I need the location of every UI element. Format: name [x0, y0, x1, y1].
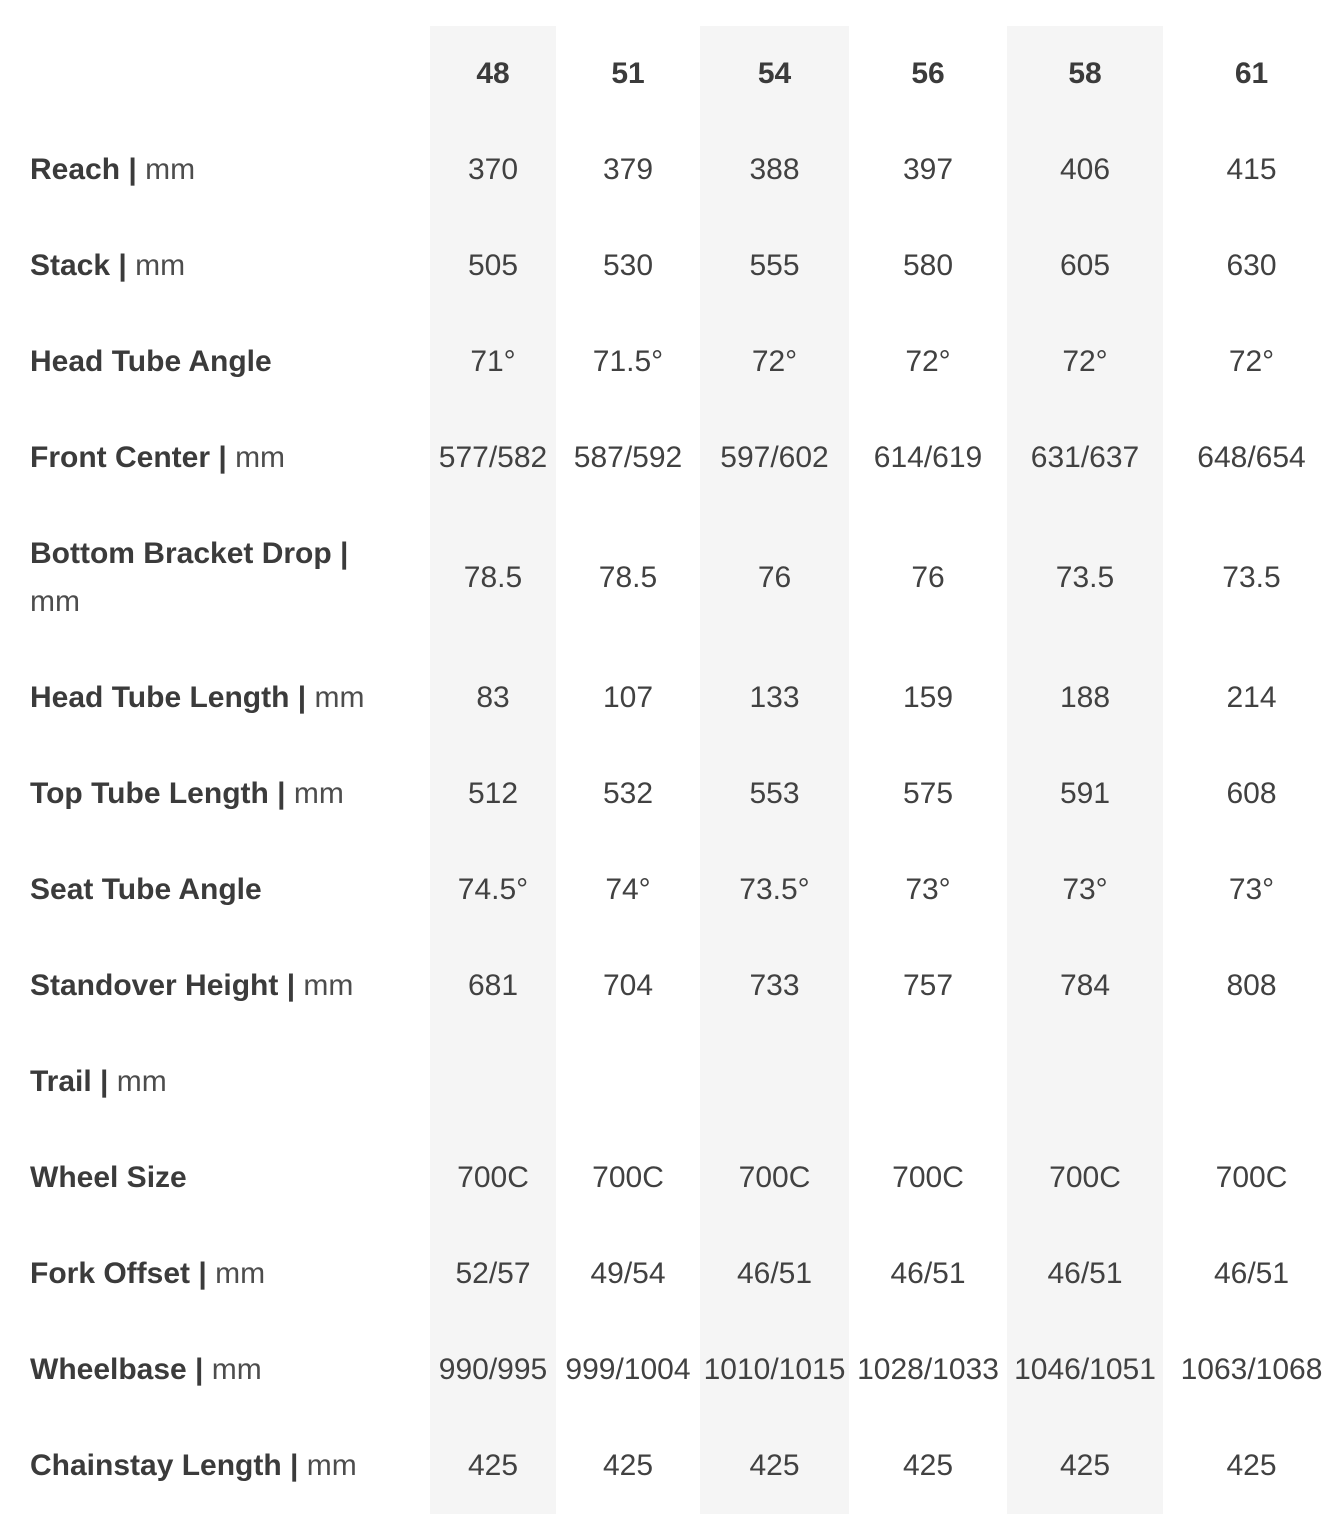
row-unit-text: mm [285, 777, 344, 810]
spec-value [700, 1034, 849, 1130]
size-column-header-56: 56 [911, 57, 945, 90]
spec-value: 704 [602, 969, 654, 1002]
spec-value: 73° [1228, 873, 1275, 906]
row-label-text: Wheel Size [30, 1161, 187, 1194]
spec-value: 76 [757, 561, 792, 594]
table-row [0, 938, 1340, 1034]
spec-value: 73° [905, 873, 951, 906]
spec-value: 630 [1226, 249, 1277, 282]
spec-value: 700C [1215, 1161, 1288, 1194]
spec-value: 425 [467, 1449, 519, 1482]
spec-value: 73° [1062, 873, 1108, 906]
spec-value: 532 [602, 777, 654, 810]
row-unit-text: mm [108, 1065, 167, 1098]
spec-value: 591 [1059, 777, 1111, 810]
spec-value: 1010/1015 [703, 1353, 846, 1386]
row-label [0, 410, 430, 506]
row-label-text: Reach | [30, 153, 137, 186]
spec-value: 188 [1059, 681, 1111, 714]
row-unit-text: mm [126, 249, 186, 282]
table-row [0, 746, 1340, 842]
spec-value [430, 1034, 556, 1130]
table-row [0, 842, 1340, 938]
spec-value: 425 [749, 1449, 800, 1482]
spec-value: 733 [749, 969, 800, 1002]
spec-value: 605 [1059, 249, 1111, 282]
spec-value: 425 [1059, 1449, 1111, 1482]
row-unit-text: mm [206, 1257, 266, 1290]
row-label [0, 122, 430, 218]
row-label [0, 1034, 430, 1130]
table-row [0, 1130, 1340, 1226]
spec-value: 72° [905, 345, 951, 378]
spec-value: 52/57 [455, 1257, 531, 1290]
row-label-text: Chainstay Length | [30, 1449, 299, 1482]
row-label [0, 842, 430, 938]
table-row [0, 1418, 1340, 1514]
spec-value: 425 [1226, 1449, 1277, 1482]
spec-value: 73.5 [1055, 561, 1115, 594]
bike-geometry-table [0, 26, 1340, 1514]
row-label-text: Head Tube Length | [30, 681, 307, 714]
row-unit-text: mm [136, 153, 196, 186]
row-label [0, 1130, 430, 1226]
row-unit-text: mm [306, 681, 365, 714]
table-body [0, 122, 1340, 1514]
spec-value [1007, 1034, 1163, 1130]
spec-value: 808 [1226, 969, 1277, 1002]
row-label-text: Top Tube Length | [30, 777, 286, 810]
size-column-header-58: 58 [1068, 57, 1102, 90]
spec-value: 631/637 [1030, 441, 1140, 474]
spec-value: 415 [1226, 153, 1277, 186]
row-label [0, 650, 430, 746]
spec-value: 577/582 [438, 441, 548, 474]
spec-value: 1046/1051 [1014, 1353, 1156, 1386]
spec-value: 1028/1033 [857, 1353, 999, 1386]
table-row [0, 314, 1340, 410]
row-label [0, 314, 430, 410]
spec-value: 133 [749, 681, 800, 714]
spec-value: 700C [592, 1161, 664, 1194]
row-label-text: Stack | [30, 249, 127, 282]
spec-value: 406 [1059, 153, 1111, 186]
row-label [0, 1322, 430, 1418]
row-label-text: Wheelbase | [30, 1353, 204, 1386]
row-label [0, 1418, 430, 1514]
row-label [0, 938, 430, 1034]
spec-value: 107 [602, 681, 654, 714]
spec-value [1163, 1034, 1340, 1130]
spec-value: 46/51 [736, 1257, 813, 1290]
spec-value: 553 [749, 777, 800, 810]
spec-value: 700C [457, 1161, 529, 1194]
row-unit-text: mm [295, 969, 354, 1002]
row-label [0, 746, 430, 842]
size-header-row [0, 26, 1340, 122]
table-row [0, 218, 1340, 314]
spec-value: 78.5 [598, 561, 658, 594]
spec-value: 648/654 [1197, 441, 1306, 474]
size-column-header-48: 48 [476, 57, 510, 90]
spec-value: 74.5° [457, 873, 529, 906]
spec-value: 1063/1068 [1180, 1353, 1323, 1386]
table-row [0, 410, 1340, 506]
spec-value [556, 1034, 700, 1130]
spec-value: 46/51 [1213, 1257, 1290, 1290]
row-label-text: Fork Offset | [30, 1257, 207, 1290]
row-label-text: Head Tube Angle [30, 345, 272, 378]
table-row [0, 1322, 1340, 1418]
spec-value: 370 [467, 153, 519, 186]
spec-value: 999/1004 [565, 1353, 691, 1386]
size-column-header-61: 61 [1234, 57, 1269, 90]
spec-value: 700C [738, 1161, 811, 1194]
spec-value: 512 [467, 777, 519, 810]
spec-value: 587/592 [573, 441, 683, 474]
spec-value: 46/51 [1047, 1257, 1123, 1290]
row-label-text: Bottom Bracket Drop | [30, 537, 349, 570]
spec-value: 575 [902, 777, 954, 810]
spec-value: 71.5° [592, 345, 664, 378]
spec-value: 757 [902, 969, 954, 1002]
spec-value: 580 [902, 249, 954, 282]
row-label-text: Standover Height | [30, 969, 296, 1002]
spec-value: 681 [467, 969, 519, 1002]
table-row [0, 506, 1340, 650]
spec-value: 530 [602, 249, 654, 282]
spec-value: 159 [902, 681, 954, 714]
spec-value: 505 [467, 249, 519, 282]
row-unit-text: mm [298, 1449, 357, 1482]
table-row [0, 1226, 1340, 1322]
spec-value: 74° [605, 873, 651, 906]
spec-value: 46/51 [890, 1257, 966, 1290]
spec-value: 71° [470, 345, 516, 378]
row-label-text: Front Center | [30, 441, 227, 474]
spec-value: 83 [476, 681, 510, 714]
spec-value: 555 [749, 249, 800, 282]
spec-value: 614/619 [873, 441, 983, 474]
spec-value [849, 1034, 1007, 1130]
spec-value: 73.5 [1222, 561, 1281, 594]
table-row [0, 650, 1340, 746]
table-row [0, 1034, 1340, 1130]
spec-value: 397 [902, 153, 954, 186]
spec-value: 784 [1059, 969, 1111, 1002]
row-label [0, 506, 430, 650]
spec-value: 214 [1226, 681, 1277, 714]
header-empty-cell [0, 26, 430, 122]
row-label [0, 1226, 430, 1322]
row-unit-text: mm [203, 1353, 262, 1386]
row-label-text: Trail | [30, 1065, 109, 1098]
spec-value: 425 [902, 1449, 954, 1482]
size-column-header-54: 54 [757, 57, 792, 90]
spec-value: 608 [1226, 777, 1277, 810]
row-unit-text: mm [30, 585, 80, 618]
spec-value: 388 [749, 153, 800, 186]
spec-value: 76 [911, 561, 945, 594]
spec-value: 700C [1049, 1161, 1121, 1194]
spec-value: 72° [751, 345, 798, 378]
spec-value: 73.5° [739, 873, 810, 906]
row-unit-text: mm [226, 441, 286, 474]
spec-value: 597/602 [720, 441, 829, 474]
spec-value: 49/54 [590, 1257, 666, 1290]
spec-value: 990/995 [438, 1353, 548, 1386]
spec-value: 425 [602, 1449, 654, 1482]
spec-value: 379 [602, 153, 654, 186]
size-column-header-51: 51 [611, 57, 645, 90]
spec-value: 72° [1228, 345, 1275, 378]
spec-value: 78.5 [463, 561, 523, 594]
spec-value: 72° [1062, 345, 1108, 378]
spec-value: 700C [892, 1161, 964, 1194]
table-row [0, 122, 1340, 218]
row-label [0, 218, 430, 314]
row-label-text: Seat Tube Angle [30, 873, 262, 906]
table-header [0, 26, 1340, 122]
